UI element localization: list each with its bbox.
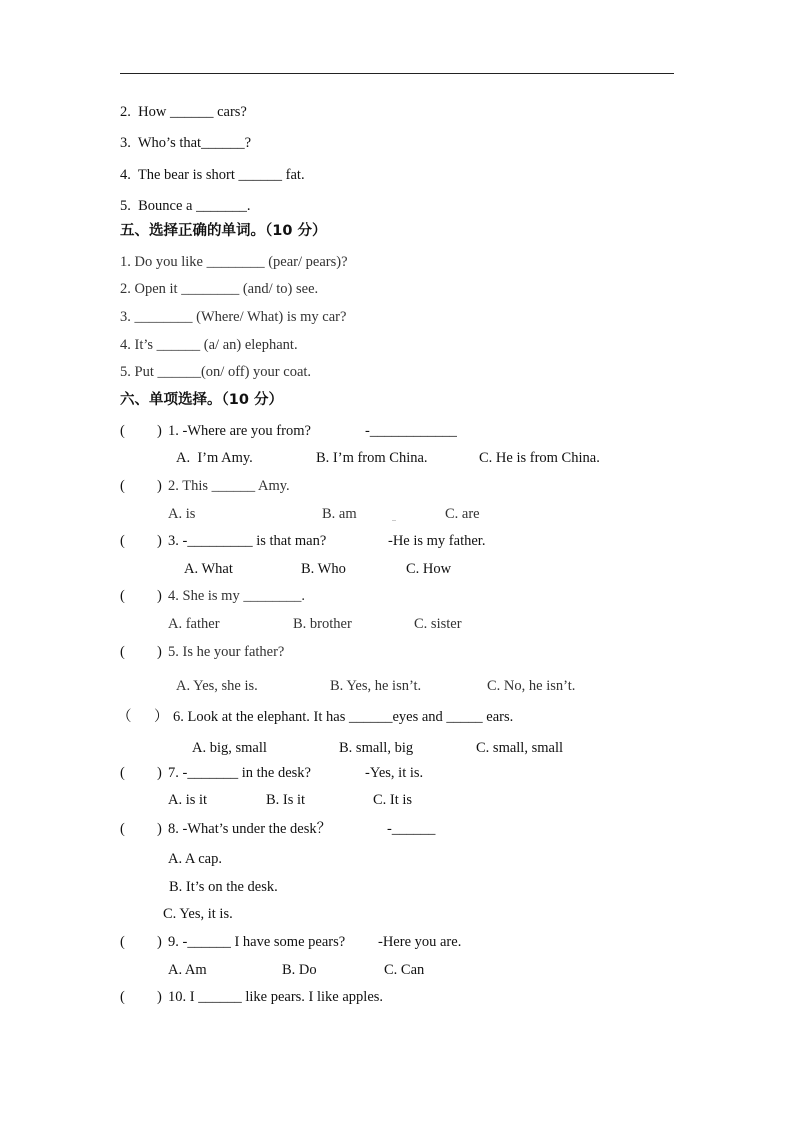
answer-bracket-open: ( — [120, 478, 125, 494]
answer-bracket-open: ( — [120, 423, 125, 439]
answer-bracket-close: ) — [157, 644, 162, 660]
fill-blank-item-5: 5. Bounce a _______. — [120, 198, 251, 214]
question-2-option-a: A. is — [168, 506, 196, 522]
question-10-stem: 10. I ______ like pears. I like apples. — [168, 989, 384, 1005]
question-6-stem: 6. Look at the elephant. It has ______eyes and _____ ears. — [173, 709, 514, 725]
question-5-option-a: A. Yes, she is. — [176, 678, 258, 694]
question-5-stem: 5. Is he your father? — [168, 644, 285, 660]
question-3-stem: 3. -_________ is that man? — [168, 533, 327, 549]
question-8-option-a: A. A cap. — [168, 851, 222, 867]
word-choice-item-1: 1. Do you like ________ (pear/ pears)? — [120, 254, 348, 270]
answer-bracket-close: ) — [157, 821, 162, 837]
question-5-option-c: C. No, he isn’t. — [487, 678, 576, 694]
question-8-answer: -______ — [387, 821, 436, 837]
question-9-option-a: A. Am — [168, 962, 207, 978]
answer-bracket-open: ( — [120, 588, 125, 604]
fill-blank-item-4: 4. The bear is short ______ fat. — [120, 167, 305, 183]
answer-bracket-close: ) — [157, 478, 162, 494]
fill-blank-item-3: 3. Who’s that______? — [120, 135, 252, 151]
answer-bracket-close: ) — [157, 765, 162, 781]
question-6-option-a: A. big, small — [192, 740, 267, 756]
question-9-stem: 9. -______ I have some pears? — [168, 934, 346, 950]
question-7-option-a: A. is it — [168, 792, 208, 808]
answer-bracket-close: ) — [157, 423, 162, 439]
question-2-stem: 2. This ______ Amy. — [168, 478, 290, 494]
header-rule — [120, 73, 674, 74]
question-7-option-b: B. Is it — [266, 792, 306, 808]
fill-blank-item-2: 2. How ______ cars? — [120, 104, 247, 120]
answer-bracket-open: ( — [120, 644, 125, 660]
question-7-option-c: C. It is — [373, 792, 413, 808]
question-1-option-b: B. I’m from China. — [316, 450, 428, 466]
question-4-stem: 4. She is my ________. — [168, 588, 305, 604]
question-9-option-c: C. Can — [384, 962, 425, 978]
question-2-option-c: C. are — [445, 506, 480, 522]
answer-bracket-close: ) — [157, 533, 162, 549]
answer-bracket-close: ) — [157, 934, 162, 950]
question-9-answer: -Here you are. — [378, 934, 462, 950]
question-3-answer: -He is my father. — [388, 533, 486, 549]
question-1-stem: 1. -Where are you from? — [168, 423, 311, 439]
answer-bracket-open: （ — [117, 709, 132, 725]
question-4-option-b: B. brother — [293, 616, 352, 632]
question-8-stem: 8. -What’s under the desk？ — [168, 821, 332, 837]
answer-bracket-open: ( — [120, 989, 125, 1005]
question-6-option-b: B. small, big — [339, 740, 414, 756]
word-choice-item-4: 4. It’s ______ (a/ an) elephant. — [120, 337, 298, 353]
answer-bracket-close: ) — [157, 588, 162, 604]
question-4-option-c: C. sister — [414, 616, 462, 632]
question-7-answer: -Yes, it is. — [365, 765, 424, 781]
word-choice-item-5: 5. Put ______(on/ off) your coat. — [120, 364, 312, 380]
question-2-option-b: B. am — [322, 506, 357, 522]
question-8-option-b: B. It’s on the desk. — [169, 879, 278, 895]
question-5-option-b: B. Yes, he isn’t. — [330, 678, 422, 694]
section-5-heading: 五、选择正确的单词。（10 分） — [120, 223, 327, 239]
question-9-option-b: B. Do — [282, 962, 317, 978]
answer-bracket-open: ( — [120, 821, 125, 837]
answer-bracket-close: ) — [157, 989, 162, 1005]
question-3-option-a: A. What — [184, 561, 233, 577]
word-choice-item-3: 3. ________ (Where/ What) is my car? — [120, 309, 347, 325]
answer-bracket-open: ( — [120, 934, 125, 950]
word-choice-item-2: 2. Open it ________ (and/ to) see. — [120, 281, 319, 297]
question-3-option-b: B. Who — [301, 561, 346, 577]
question-4-option-a: A. father — [168, 616, 220, 632]
question-1-option-a: A. I’m Amy. — [176, 450, 253, 466]
question-8-option-c: C. Yes, it is. — [163, 906, 233, 922]
section-6-heading: 六、单项选择。（10 分） — [120, 392, 283, 408]
question-7-stem: 7. -_______ in the desk? — [168, 765, 311, 781]
question-1-option-c: C. He is from China. — [479, 450, 600, 466]
question-6-option-c: C. small, small — [476, 740, 563, 756]
answer-bracket-close: ） — [154, 709, 169, 725]
stray-mark: .. — [392, 514, 396, 523]
question-1-answer: -____________ — [365, 423, 457, 439]
question-3-option-c: C. How — [406, 561, 452, 577]
answer-bracket-open: ( — [120, 533, 125, 549]
answer-bracket-open: ( — [120, 765, 125, 781]
